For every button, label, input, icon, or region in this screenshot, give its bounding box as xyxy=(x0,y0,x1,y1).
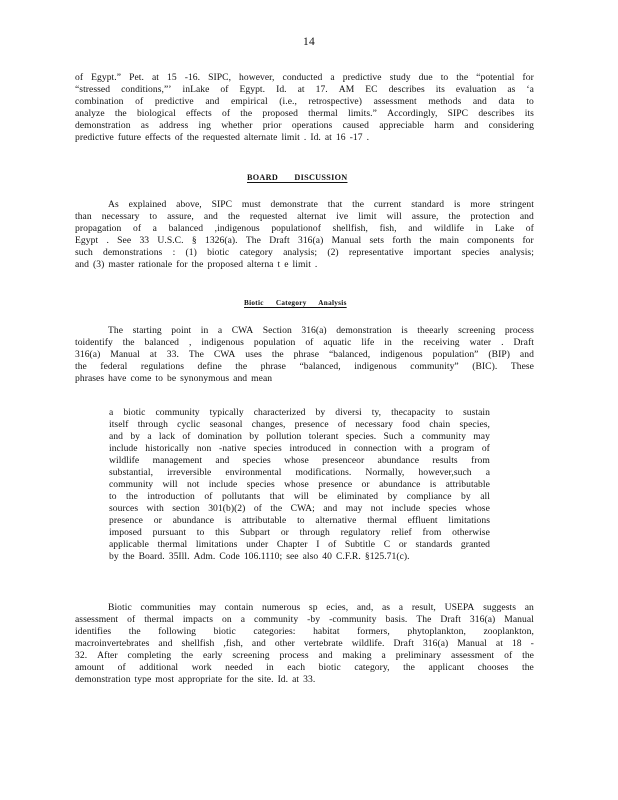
block-quote-line: presence or abundance is attributable to alternative thermal effluent limitations xyxy=(109,515,490,526)
block-quote-line: substantial, irreversible environmental modifications. Normally, however,such a xyxy=(109,467,490,478)
block-quote-line: include historically non -native species introduced in connection with a program of xyxy=(109,443,490,454)
para-intro-line: “stressed conditions,”’ inLake of Egypt. Id. at 17. AM EC describes its evaluation as ‘a xyxy=(75,84,534,95)
block-quote-line: applicable thermal limitations under Chapter I of Subtitle C or standards granted xyxy=(109,539,490,550)
para-intro-line: predictive future effects of the requested alternate limit . Id. at 16 -17 . xyxy=(75,132,370,143)
block-quote-line: a biotic community typically characterized by diversi ty, thecapacity to sustain xyxy=(109,407,490,418)
para-communities-line: assessment of thermal impacts on a community -by -community basis. The Draft 316(a) Manual xyxy=(75,614,534,625)
para-board-line: Egypt . See 33 U.S.C. § 1326(a). The Draft 316(a) Manual sets forth the main components for xyxy=(75,235,534,246)
para-biotic-line: 316(a) Manual at 33. The CWA uses the phrase “balanced, indigenous population” (BIP) and xyxy=(75,349,534,360)
block-quote-line: community will not include species whose presence or abundance is attributable xyxy=(109,479,490,490)
block-quote-line: by the Board. 35Ill. Adm. Code 106.1110; see also 40 C.F.R. §125.71(c). xyxy=(109,551,410,562)
para-intro-line: analyze the biological effects of the proposed thermal limits.” Accordingly, SIPC describes its xyxy=(75,108,534,119)
block-quote-line: sources with section 301(b)(2) of the CWA; and may not include species whose xyxy=(109,503,490,514)
para-intro-line: combination of predictive and empirical (i.e., retrospective) assessment methods and data to xyxy=(75,96,534,107)
para-biotic-line: the federal regulations define the phrase “balanced, indigenous community” (BIC). These xyxy=(75,361,534,372)
para-intro-line: demonstration as address ing whether prior operations caused appreciable harm and considering xyxy=(75,120,534,131)
para-board-line: than necessary to assure, and the requested alternat ive limit will assure, the protection and xyxy=(75,211,534,222)
para-communities-line: Biotic communities may contain numerous sp ecies, and, as a result, USEPA suggests an xyxy=(108,602,534,613)
para-communities-line: 32. After completing the early screening process and making a preliminary assessment of the xyxy=(75,650,534,661)
heading-biotic-category-analysis: Biotic Category Analysis xyxy=(244,299,347,307)
block-quote-line: and by a lack of domination by pollution tolerant species. Such a community may xyxy=(109,431,490,442)
para-communities-line: demonstration type most appropriate for the site. Id. at 33. xyxy=(75,674,316,685)
para-board-line: As explained above, SIPC must demonstrate that the current standard is more stringent xyxy=(108,199,534,210)
block-quote-line: itself through cyclic seasonal changes, presence of necessary food chain species, xyxy=(109,419,490,430)
para-communities-line: amount of additional work needed in each biotic category, the applicant chooses the xyxy=(75,662,534,673)
para-biotic-line: phrases have come to be synonymous and mean xyxy=(75,373,273,384)
para-intro-line: of Egypt.” Pet. at 15 -16. SIPC, however, conducted a predictive study due to the “potential for xyxy=(75,72,534,83)
block-quote-line: to the introduction of pollutants that will be eliminated by compliance by all xyxy=(109,491,490,502)
block-quote-line: wildlife management and species whose presenceor abundance results from xyxy=(109,455,490,466)
para-communities-line: macroinvertebrates and shellfish ,fish, and other vertebrate wildlife. Draft 316(a) Manual at 18 - xyxy=(75,638,534,649)
para-board-line: such demonstrations : (1) biotic category analysis; (2) representative important species analysis; xyxy=(75,247,534,258)
para-biotic-line: The starting point in a CWA Section 316(a) demonstration is theearly screening process xyxy=(108,325,534,336)
para-communities-line: identifies the following biotic categories: habitat formers, phytoplankton, zooplankton, xyxy=(75,626,534,637)
para-board-line: propagation of a balanced ,indigenous populationof shellfish, fish, and wildlife in Lake of xyxy=(75,223,534,234)
heading-board-discussion: BOARD DISCUSSION xyxy=(247,173,348,182)
page-number: 14 xyxy=(303,36,315,48)
para-biotic-line: toidentify the balanced , indigenous population of aquatic life in the receiving water . Draft xyxy=(75,337,534,348)
para-board-line: and (3) master rationale for the proposed alterna t e limit . xyxy=(75,259,318,270)
block-quote-line: imposed pursuant to this Subpart or through regulatory relief from otherwise xyxy=(109,527,490,538)
